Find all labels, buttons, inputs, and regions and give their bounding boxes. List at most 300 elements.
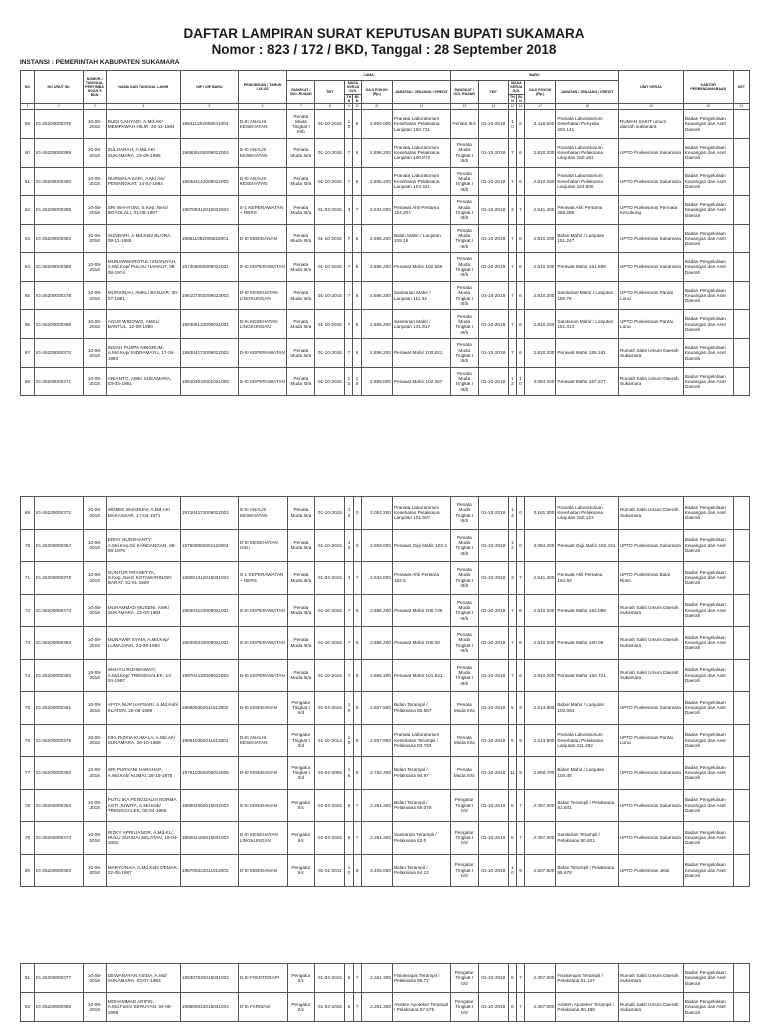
row-months-old: 7 [353,964,361,993]
row-tmt-new: 01-10-2018 [478,692,508,725]
row-years-old: 12 [345,367,353,396]
row-date: 10-09-2018 [83,724,106,757]
row-tmt-old: 01-10-2015 [315,281,345,310]
row-salary-new: 2.357.000 [525,993,556,1022]
row-rank-old: Penata Muda III/a [287,529,315,562]
row-date: 10-09-2018 [83,822,106,855]
row-rank-old: Pengatur II/c [287,789,315,822]
row-nip: 198705222011012003 [180,854,238,887]
row-tmt-old: 01-01-2011 [315,854,345,887]
row-tmt-old: 01-10-2015 [315,110,345,139]
table-row [21,253,750,282]
row-date: 10-09-2018 [83,110,106,139]
row-no: 66 [21,310,35,339]
row-nip: 197104172009022003 [180,497,238,530]
header-baru: BARU [450,71,618,81]
row-months-new: 6 [516,594,524,627]
row-salary-old: 2.959.000 [361,529,392,562]
row-date: 10-09-2018 [83,757,106,790]
row-no: 81 [21,964,35,993]
row-position-old: Sanitarian Mahir / Lanjutan 111.32 [392,281,450,310]
row-ket [733,627,749,660]
table-row [21,854,750,887]
column-index: 10 [353,104,361,110]
row-reg-number: IG-26200000378 [34,281,83,310]
row-name: MOHAMMAD ARIFIN, A.Md.Farm/ SERUYAN, 04-06-1988 [106,993,180,1022]
row-position-old: Pranata Laboratorium Kesehatan Pelaksana Lanjutan 103.421 [392,167,450,196]
column-index: 9 [345,104,353,110]
row-nip: 198908262011012002 [180,692,238,725]
row-salary-new: 2.810.200 [525,594,556,627]
row-months-old: 7 [353,822,361,855]
row-education: D-III KEPERAWATAN [238,253,287,282]
row-rank-new: Penata III/c [450,110,478,139]
row-position-old: Pranata Laboratorium Kesehatan Pelaksana Lanjutan 101.507 [392,497,450,530]
row-tmt-old: 01-03-2015 [315,789,345,822]
row-nip: 199204182015031003 [180,822,238,855]
row-office: Badan Pengelolaan Keuangan dan Aset Daerah [683,627,733,660]
table-row [21,196,750,225]
row-no: 61 [21,167,35,196]
row-position-old: Perawat Ahli Pertama 102.6 [392,562,450,595]
row-ket [733,692,749,725]
row-education: S-1 KEPERAWATAN + NERS [238,196,287,225]
row-months-new: 7 [516,196,524,225]
row-name: ERNY HUDSHANTY, A.Md.Kes.Gi/ KANDANGAN, 08-08-1976 [106,529,180,562]
row-position-new: Bidan Terampil / Pelaksana 81.041 [556,789,619,822]
row-education: D-III KEBIDANAN [238,757,287,790]
row-rank-new: Penata Muda III/a [450,724,478,757]
row-position-old: Pranata Laboratorium Kesehatan Pelaksana Lanjutan 100.872 [392,138,450,167]
row-years-old: 7 [345,281,353,310]
row-rank-old: Penata Muda III/a [287,310,315,339]
row-position-new: Pranata Laboratorium Kesehatan Penyelia 202.141 [556,110,619,139]
row-rank-new: Penata Muda Tingkat I III/b [450,497,478,530]
title-line-1: DAFTAR LAMPIRAN SURAT KEPUTUSAN BUPATI SUKAMARA [183,26,585,41]
header-jabatan-old: JABATAN / JENJANG / KREDIT [392,81,450,104]
row-ket [733,594,749,627]
table-row [21,310,750,339]
row-position-old: Pranata Laboratorium Kesehatan Terampil / Pelaksana 83.793 [392,724,450,757]
table-row [21,724,750,757]
row-salary-old: 2.696.200 [361,594,392,627]
row-years-old: 6 [345,789,353,822]
row-years-new: 7 [508,339,516,368]
row-tmt-new: 01-10-2018 [478,281,508,310]
row-months-new: 6 [516,167,524,196]
row-date: 10-09-2018 [83,692,106,725]
row-position-new: Sanitarian Terampil / Pelaksana 80.601 [556,822,619,855]
row-years-new: 5 [508,692,516,725]
row-office: Badan Pengelolaan Keuangan dan Aset Daerah [683,757,733,790]
row-position-old: Bidan Terampil / Pelaksana 82.567 [392,692,450,725]
row-salary-old: 3.052.200 [361,497,392,530]
row-years-new: 3 [508,562,516,595]
row-rank-new: Penata Muda Tingkat I III/b [450,339,478,368]
row-salary-new: 2.810.200 [525,167,556,196]
row-tmt-old: 01-04-2009 [315,757,345,790]
row-years-new: 5 [508,724,516,757]
row-name: MUHAMMAD MUSENI, AMK/ SUKAMARA, 12-03-1984 [106,594,180,627]
table-row [21,692,750,725]
row-nip: 198704132009022002 [180,659,238,692]
table-section-1 [20,70,750,396]
row-tmt-old: 01-03-2015 [315,562,345,595]
row-tmt-old: 01-10-2015 [315,594,345,627]
row-years-new: 6 [508,993,516,1022]
row-education: D-III KEBIDANAN [238,854,287,887]
row-rank-old: Penata Muda III/a [287,594,315,627]
row-years-new: 7 [508,594,516,627]
header-jabatan-new: JABATAN / JENJANG / KREDIT [556,81,619,104]
row-education: D-III KESEHATAN GIGI [238,529,287,562]
row-months-old: 9 [353,692,361,725]
row-salary-old: 2.696.200 [361,281,392,310]
row-tmt-new: 01-10-2018 [478,497,508,530]
column-index: 8 [315,104,345,110]
row-ket [733,224,749,253]
row-rank-old: Penata Muda III/a [287,138,315,167]
row-salary-old: 2.959.000 [361,367,392,396]
header-tmt-old: TMT [315,81,345,104]
row-tmt-old: 01-10-2015 [315,339,345,368]
row-salary-old: 2.696.200 [361,627,392,660]
row-months-new: 7 [516,789,524,822]
row-position-old: Sanitarian Mahir / Lanjutan 131.817 [392,310,450,339]
row-no: 77 [21,757,35,790]
row-ket [733,659,749,692]
header-unit-kerja: UNIT KERJA [618,71,683,104]
row-reg-number: IG-26200000365 [34,993,83,1022]
column-index: 19 [618,104,683,110]
column-index: 3 [83,104,106,110]
header-gaji-new: GAJI POKOK (Rp.) [525,81,556,104]
row-salary-old: 2.534.000 [361,562,392,595]
row-months-new: 9 [516,757,524,790]
row-unit: Rumah Sakit Umum Daerah Sukamara [618,594,683,627]
row-position-new: Asisten Apoteker Terampil / Pelaksana 80.489 [556,993,619,1022]
row-months-old: 6 [353,167,361,196]
row-salary-old: 2.900.000 [361,110,392,139]
data-table [20,963,750,1022]
row-salary-new: 2.810.200 [525,253,556,282]
row-position-new: Perawat Ahli Pertama 164.92 [556,562,619,595]
row-tmt-old: 01-03-2015 [315,196,345,225]
row-reg-number: IG-26200000373 [34,594,83,627]
column-index: 18 [556,104,619,110]
row-rank-old: Penata Muda III/a [287,253,315,282]
row-months-old: 9 [353,757,361,790]
row-rank-old: Pengatur Tingkat I II/d [287,757,315,790]
row-reg-number: IG-26200000392 [34,757,83,790]
row-years-new: 7 [508,310,516,339]
row-tmt-new: 01-10-2018 [478,822,508,855]
row-salary-old: 2.696.200 [361,339,392,368]
row-rank-old: Penata Muda III/a [287,497,315,530]
row-salary-new: 2.810.200 [525,627,556,660]
row-office: Badan Pengelolaan Keuangan dan Aset Daerah [683,196,733,225]
row-office: Badan Pengelolaan Keuangan dan Aset Daerah [683,594,733,627]
row-position-old: Perawat Mahir 101.541 [392,659,450,692]
row-tmt-new: 01-10-2018 [478,964,508,993]
row-years-new: 7 [508,281,516,310]
column-index: 7 [287,104,315,110]
row-date: 10-09-2018 [83,253,106,282]
column-index: 17 [525,104,556,110]
row-reg-number: IG-26200000371 [34,367,83,396]
row-position-new: Bidan Mahir / Lanjutan 104.46 [556,757,619,790]
row-education: D-III ANALIS KESEHATAN [238,724,287,757]
row-no: 68 [21,367,35,396]
row-office: Badan Pengelolaan Keuangan dan Aset Daerah [683,253,733,282]
column-index: 2 [34,104,83,110]
row-unit: UPTD Puskesmas Sukamara [618,167,683,196]
row-reg-number: IG-26200000376 [34,110,83,139]
row-education: D-III KESEHATAN LINGKUNGAN [238,281,287,310]
row-rank-old: Penata Muda III/a [287,167,315,196]
row-ket [733,281,749,310]
row-ket [733,789,749,822]
row-rank-new: Penata Muda Tingkat I III/b [450,253,478,282]
row-unit: Rumah Sakit Umum Daerah Sukamara [618,993,683,1022]
row-position-old: Perawat Gigi Mahir 103.4 [392,529,450,562]
row-salary-new: 2.507.800 [525,854,556,887]
row-unit: Rumah Sakit Umum Daerah Sukamara [618,659,683,692]
row-position-old: Perawat Mahir 102.367 [392,367,450,396]
row-months-old: 6 [353,339,361,368]
row-no: 80 [21,854,35,887]
row-salary-old: 2.696.200 [361,253,392,282]
row-years-old: 14 [345,497,353,530]
header-pangkat-old: PANGKAT / GOL RUANG [287,81,315,104]
row-rank-new: Pengatur Tingkat I II/d [450,854,478,887]
header-masa-kerja-new: MASA KERJA GOL [508,81,524,95]
row-nip: 198708312015032004 [180,196,238,225]
row-position-new: Sanitarian Mahir / Lanjutan 150.76 [556,281,619,310]
row-salary-old: 2.507.800 [361,692,392,725]
row-rank-new: Penata Muda Tingkat I III/b [450,529,478,562]
row-reg-number: IG-26200000383 [34,627,83,660]
row-salary-new: 2.810.200 [525,659,556,692]
row-years-new: 7 [508,627,516,660]
column-index: 16 [516,104,524,110]
row-office: Badan Pengelolaan Keuangan dan Aset Daerah [683,224,733,253]
row-rank-old: Penata Muda III/a [287,196,315,225]
row-tmt-new: 01-10-2018 [478,310,508,339]
table-section-2 [20,496,750,887]
row-years-new: 10 [508,110,516,139]
row-office: Badan Pengelolaan Keuangan dan Aset Daerah [683,367,733,396]
row-rank-old: Pengatur II/c [287,822,315,855]
row-position-new: Pranata Laboratorium Kesehatan Pelaksana Lanjutan 150.161 [556,138,619,167]
row-salary-old: 2.696.200 [361,167,392,196]
row-years-old: 7 [345,339,353,368]
row-months-old: 10 [353,367,361,396]
row-years-new: 6 [508,964,516,993]
table-row [21,138,750,167]
row-years-new: 11 [508,757,516,790]
table-row [21,529,750,562]
table-row [21,110,750,139]
row-position-new: Pranata Laboratorium Kesehatan Pelaksana Lanjutan 154.506 [556,167,619,196]
row-ket [733,964,749,993]
row-salary-new: 2.357.000 [525,789,556,822]
row-months-old: 9 [353,724,361,757]
row-office: Badan Pengelolaan Keuangan dan Aset Daerah [683,562,733,595]
row-education: D-III ANALIS KESEHATAN [238,110,287,139]
row-position-old: Perawat Mahir 100.05 [392,627,450,660]
row-position-old: Bidan Terampil / Pelaksana 64.13 [392,854,450,887]
row-position-old: Fisioterapis Terampil / Pelaksana 86.72 [392,964,450,993]
row-unit: Rumah Sakit Umum Daerah Sukamara [618,964,683,993]
column-index: 12 [392,104,450,110]
row-position-new: Perawat Mahir 155.181 [556,339,619,368]
row-position-new: Sanitarian Mahir / Lanjutan 151.313 [556,310,619,339]
row-months-new: 6 [516,627,524,660]
row-tmt-new: 01-10-2018 [478,659,508,692]
row-name: AFITA NUR HAPSARI, A.Md.Keb/ KLATEN, 26-08-1989 [106,692,180,725]
table-row [21,757,750,790]
row-tmt-new: 01-10-2018 [478,993,508,1022]
row-months-old: 7 [353,562,361,595]
row-position-old: Perawat Mahir 102.569 [392,253,450,282]
row-date: 10-09-2018 [83,224,106,253]
row-ket [733,529,749,562]
table-row [21,594,750,627]
row-nip: 198511082009022001 [180,224,238,253]
row-position-old: Sanitarian Terampil / Pelaksana 62.0 [392,822,450,855]
row-years-new: 7 [508,138,516,167]
row-nip: 198308232009021001 [180,627,238,660]
row-rank-new: Penata Muda Tingkat I III/b [450,627,478,660]
row-date: 10-09-2018 [83,562,106,595]
row-education: D-III FARMASI [238,993,287,1022]
row-office: Badan Pengelolaan Keuangan dan Aset Daerah [683,497,733,530]
row-date: 10-09-2018 [83,167,106,196]
row-unit: UPTD Puskesmas Sukamara [618,253,683,282]
row-office: Badan Pengelolaan Keuangan dan Aset Daerah [683,724,733,757]
row-months-new: 6 [516,224,524,253]
row-reg-number: IG-26200000370 [34,339,83,368]
row-date: 10-09-2018 [83,659,106,692]
row-tmt-old: 01-03-2015 [315,822,345,855]
column-index: 14 [478,104,508,110]
row-name: WINIEK WAHDUNI, A.Md.AK/ MAKASSAR, 17-04-1971 [106,497,180,530]
row-years-old: 7 [345,138,353,167]
row-office: Badan Pengelolaan Keuangan dan Aset Daerah [683,993,733,1022]
table-row [21,339,750,368]
row-office: Badan Pengelolaan Keuangan dan Aset Daerah [683,854,733,887]
row-reg-number: IG-26200000380 [34,167,83,196]
row-nip: 198404142009022002 [180,167,238,196]
row-unit: UPTD Puskesmas Sukamara [618,224,683,253]
row-no: 75 [21,692,35,725]
row-tmt-new: 01-10-2018 [478,562,508,595]
row-reg-number: IG-26200000385 [34,196,83,225]
row-salary-old: 2.534.000 [361,196,392,225]
header-masa-kerja-old: MASA KERJA GOL [345,81,361,95]
row-office: Badan Pengelolaan Keuangan dan Aset Daerah [683,692,733,725]
row-rank-new: Penata Muda Tingkat I III/b [450,659,478,692]
row-unit: UPTD Puskesmas Permata Kecubung [618,196,683,225]
row-unit: UPTD Puskesmas Pantai Lunci [618,281,683,310]
row-nip: 198411202008041004 [180,110,238,139]
row-years-new: 7 [508,224,516,253]
row-ket [733,724,749,757]
row-years-old: 7 [345,224,353,253]
header-lama: LAMA [287,71,450,81]
row-unit: Rumah Sakit Umum Daerah Sukamara [618,627,683,660]
row-tmt-old: 01-10-2015 [315,224,345,253]
row-salary-new: 2.810.200 [525,339,556,368]
row-rank-new: Pengatur Tingkat I II/d [450,993,478,1022]
row-no: 67 [21,339,35,368]
row-months-old: 0 [353,529,361,562]
row-education: D-III KEPERAWATAN [238,339,287,368]
row-salary-old: 2.696.200 [361,659,392,692]
row-rank-old: Pengatur II/c [287,964,315,993]
row-salary-new: 2.868.700 [525,757,556,790]
row-position-old: Bidan Terampil / Pelaksana 69.078 [392,789,450,822]
row-education: D-III KEPERAWATAN [238,659,287,692]
row-name: MUNAWIR SYAM, A.Md.Kep/ LUMAJANG, 23-08-1983 [106,627,180,660]
row-years-old: 10 [345,854,353,887]
row-rank-new: Penata Muda Tingkat I III/b [450,367,478,396]
row-office: Badan Pengelolaan Keuangan dan Aset Daerah [683,281,733,310]
header-ket: KET [733,71,749,104]
row-salary-old: 2.261.300 [361,822,392,855]
row-name: PUTU IKA PENGGALIH NORMA ASTI JUWITA, A.Md.Keb/ TRENGGALEK, 06-04-1989 [106,789,180,822]
row-rank-old: Penata Muda III/a [287,281,315,310]
row-rank-new: Penata Muda III/a [450,692,478,725]
row-unit: UPTD Puskesmas Balai Riam [618,562,683,595]
row-education: D-III KESEHATAN LINGKUNGAN [238,310,287,339]
data-table [20,70,750,396]
column-index: 11 [361,104,392,110]
row-tmt-old: 01-10-2015 [315,310,345,339]
row-ket [733,562,749,595]
header-no: NO [21,71,35,104]
row-ket [733,110,749,139]
row-position-new: Perawat Mahir 150.09 [556,627,619,660]
row-nip: 198308122009021001 [180,310,238,339]
row-no: 70 [21,529,35,562]
row-ket [733,310,749,339]
row-months-old: 0 [353,497,361,530]
row-months-new: 6 [516,281,524,310]
row-position-new: Perawat Mahir 157.577 [556,367,619,396]
row-years-old: 12 [345,529,353,562]
row-education: D-III KESEHATAN LINGKUNGAN [238,822,287,855]
row-months-old: 7 [353,196,361,225]
row-position-new: Bidan Mahir / Lanjutan 151.247 [556,224,619,253]
row-months-new: 0 [516,529,524,562]
row-nip: 198403122009021001 [180,594,238,627]
row-months-new: 6 [516,253,524,282]
row-reg-number: IG-26200000384 [34,224,83,253]
row-unit: Rumah Sakit Umum Daerah Sukamara [618,367,683,396]
row-name: SRI WAHYUNI, S.Kep.,Ners/ BOYOLALI, 31-08-1987 [106,196,180,225]
column-index: 20 [683,104,733,110]
row-ket [733,757,749,790]
row-years-old: 10 [345,110,353,139]
row-rank-new: Penata Muda Tingkat I III/b [450,167,478,196]
row-rank-new: Pengatur Tingkat I II/d [450,964,478,993]
row-tmt-old: 01-10-2015 [315,497,345,530]
row-salary-old: 2.696.200 [361,138,392,167]
row-name: ARIANTO, AMK/ SUKAMARA, 03-03-1981 [106,367,180,396]
row-rank-old: Penata Muda III/a [287,562,315,595]
